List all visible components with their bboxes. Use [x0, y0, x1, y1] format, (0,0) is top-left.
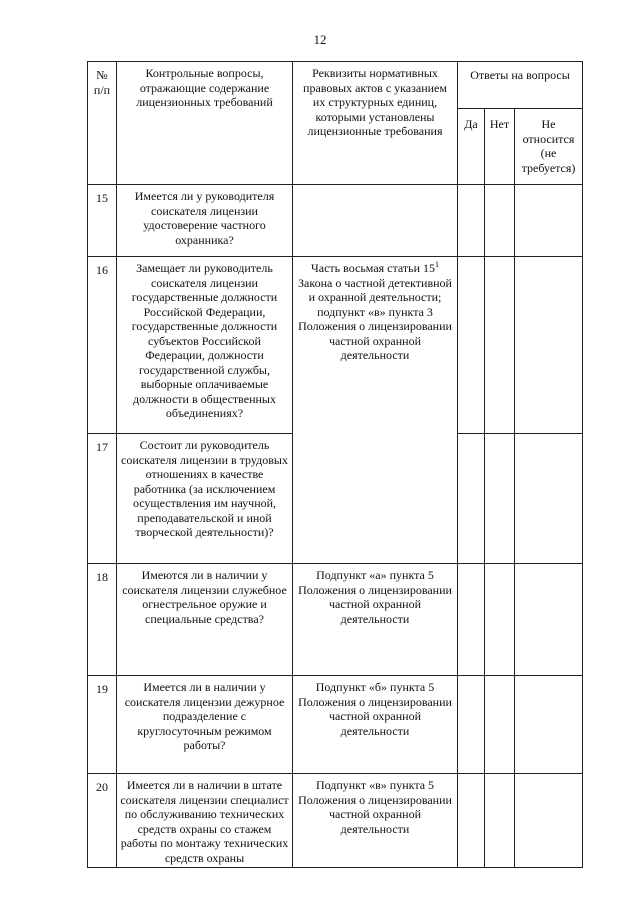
- table-row: [88, 774, 583, 868]
- answer-no-cell[interactable]: [485, 434, 515, 564]
- reference-superscript: 1: [435, 260, 440, 269]
- header-no: Нет: [485, 109, 515, 185]
- answer-no-cell[interactable]: [485, 774, 515, 868]
- header-not-applicable: Не относится (не требуется): [515, 109, 583, 185]
- page-number: 12: [313, 32, 327, 47]
- answer-no-cell[interactable]: [485, 676, 515, 774]
- row-reference: [293, 257, 458, 564]
- reference-text: Часть восьмая статьи 15: [310, 261, 436, 275]
- row-question: Имеются ли в наличии у соискателя лицензии служебное огнестрельное оружие и специальные средства?: [117, 564, 293, 676]
- table-row: [88, 185, 583, 257]
- answer-not-applicable-cell[interactable]: [515, 257, 583, 434]
- row-number: 16: [88, 257, 117, 434]
- table-row: [88, 564, 583, 676]
- answer-yes-cell[interactable]: [458, 434, 485, 564]
- row-number: 20: [88, 774, 117, 868]
- header-question: Контрольные вопросы, отражающие содержание лицензионных требований: [117, 62, 293, 185]
- checklist-table: [87, 61, 583, 868]
- answer-yes-cell[interactable]: [458, 774, 485, 868]
- table-row: [88, 676, 583, 774]
- row-number: 18: [88, 564, 117, 676]
- row-reference: Подпункт «б» пункта 5 Положения о лицензировании частной охранной деятельности: [293, 676, 458, 774]
- answer-no-cell[interactable]: [485, 257, 515, 434]
- answer-not-applicable-cell[interactable]: [515, 774, 583, 868]
- answer-no-cell[interactable]: [485, 564, 515, 676]
- table-row: [88, 257, 583, 434]
- row-number: 19: [88, 676, 117, 774]
- answer-not-applicable-cell[interactable]: [515, 676, 583, 774]
- answer-yes-cell[interactable]: [458, 564, 485, 676]
- row-question: Имеется ли в наличии в штате соискателя лицензии специалист по обслуживанию технических средств охраны со стажем работы по монтажу технических средств охраны: [117, 774, 293, 868]
- row-reference: [293, 185, 458, 257]
- row-question: Замещает ли руководитель соискателя лицензии государственные должности Российской Федерации, государственные должности субъектов Российской Федерации, должности государственной службы, выборные оплачиваемые должности в общественных объединениях?: [117, 257, 293, 434]
- row-question: Состоит ли руководитель соискателя лицензии в трудовых отношениях в качестве работника (за исключением осуществления им научной, преподавательской и иной творческой деятельности)?: [117, 434, 293, 564]
- header-reference: Реквизиты нормативных правовых актов с указанием их структурных единиц, которыми установлены лицензионные требования: [293, 62, 458, 185]
- answer-yes-cell[interactable]: [458, 185, 485, 257]
- reference-text-continued: Закона о частной детективной и охранной деятельности; подпункт «в» пункта 3 Положения о лицензировании частной охранной деятельности: [298, 275, 452, 362]
- header-answers: Ответы на вопросы: [458, 62, 583, 109]
- table-header-row: [88, 62, 583, 109]
- answer-yes-cell[interactable]: [458, 676, 485, 774]
- header-yes: Да: [458, 109, 485, 185]
- row-reference: Подпункт «а» пункта 5 Положения о лицензировании частной охранной деятельности: [293, 564, 458, 676]
- row-question: Имеется ли в наличии у соискателя лицензии дежурное подразделение с круглосуточным режимом работы?: [117, 676, 293, 774]
- row-question: Имеется ли у руководителя соискателя лицензии удостоверение частного охранника?: [117, 185, 293, 257]
- row-number: 17: [88, 434, 117, 564]
- header-num: № п/п: [88, 62, 117, 185]
- row-reference: Подпункт «в» пункта 5 Положения о лицензировании частной охранной деятельности: [293, 774, 458, 868]
- answer-not-applicable-cell[interactable]: [515, 185, 583, 257]
- answer-not-applicable-cell[interactable]: [515, 564, 583, 676]
- answer-no-cell[interactable]: [485, 185, 515, 257]
- answer-not-applicable-cell[interactable]: [515, 434, 583, 564]
- answer-yes-cell[interactable]: [458, 257, 485, 434]
- row-number: 15: [88, 185, 117, 257]
